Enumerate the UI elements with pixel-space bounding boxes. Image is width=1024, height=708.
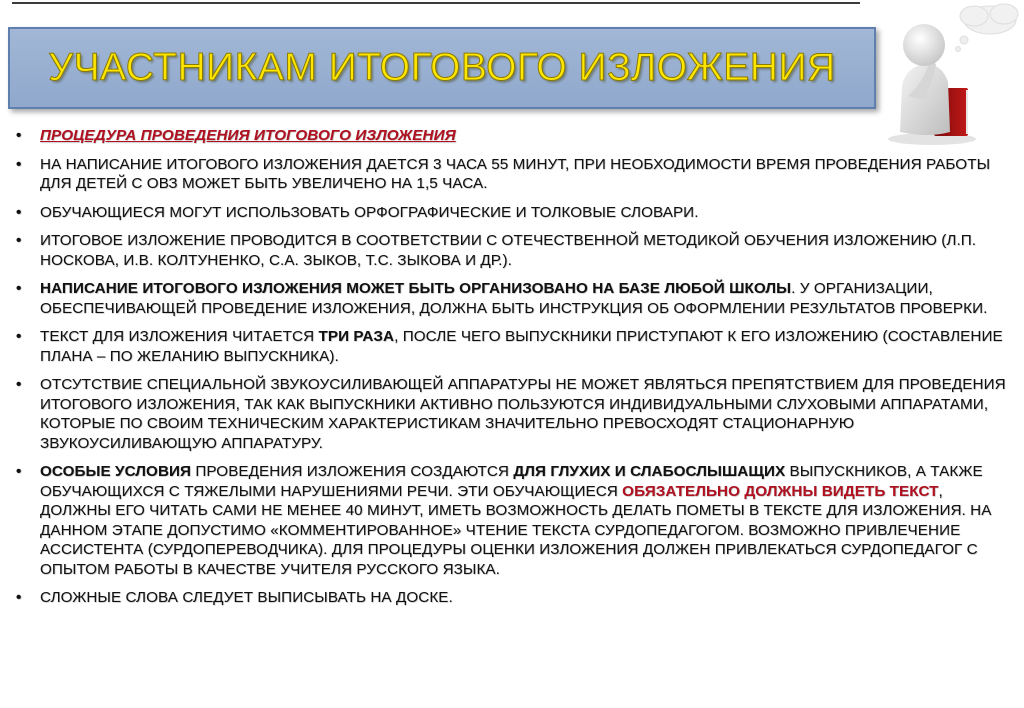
list-item <box>14 203 1016 223</box>
item-text-bold: ОСОБЫЕ УСЛОВИЯ <box>40 463 192 480</box>
list-item <box>14 155 1016 194</box>
thought-cloud-icon <box>956 4 1019 52</box>
item-text: ТЕКСТ ДЛЯ ИЗЛОЖЕНИЯ ЧИТАЕТСЯ <box>40 328 319 345</box>
item-text-bold: ДЛЯ ГЛУХИХ И СЛАБОСЛЫШАЩИХ <box>513 463 786 480</box>
list-item <box>14 375 1016 453</box>
item-text: ОТСУТСТВИЕ СПЕЦИАЛЬНОЙ ЗВУКОУСИЛИВАЮЩЕЙ АППАРАТУРЫ НЕ МОЖЕТ ЯВЛЯТЬСЯ ПРЕПЯТСТВИЕМ ДЛЯ ПРОВЕДЕНИЯ ИТОГОВОГО ИЗЛОЖЕНИЯ, ТАК КАК ВЫПУСКНИКИ АКТИВНО ПОЛЬЗУЮТСЯ ИНДИВИДУАЛЬНЫМИ СЛУХОВЫМИ АППАРАТАМИ, КОТОРЫЕ ПО СВОИМ ТЕХНИЧЕСКИМ ХАРАКТЕРИСТИКАМ ЗНАЧИТЕЛЬНО ПРЕВОСХОДЯТ СТАЦИОНАРНУЮ ЗВУКОУСИЛИВАЮЩУЮ АППАРАТУРУ. <box>40 376 1006 452</box>
item-text: ИТОГОВОЕ ИЗЛОЖЕНИЕ ПРОВОДИТСЯ В СООТВЕТСТВИИ С ОТЕЧЕСТВЕННОЙ МЕТОДИКОЙ ОБУЧЕНИЯ ИЗЛОЖЕНИЮ (Л.П. НОСКОВА, И.В. КОЛТУНЕНКО, С.А. ЗЫКОВ, Т.С. ЗЫКОВА И ДР.). <box>40 232 977 269</box>
item-text-bold: ТРИ РАЗА <box>318 328 395 345</box>
item-text: ОБУЧАЮЩИЕСЯ МОГУТ ИСПОЛЬЗОВАТЬ ОРФОГРАФИЧЕСКИЕ И ТОЛКОВЫЕ СЛОВАРИ. <box>40 203 699 221</box>
bullet: • <box>16 203 22 221</box>
page-title: УЧАСТНИКАМ ИТОГОВОГО ИЗЛОЖЕНИЯ <box>48 46 836 89</box>
bullet: • <box>16 232 22 249</box>
list-item <box>14 279 1016 318</box>
bullet: • <box>16 328 22 345</box>
bullet: • <box>16 127 22 144</box>
bullet: • <box>16 155 22 173</box>
item-text: , ДОЛЖНЫ ЕГО ЧИТАТЬ САМИ НЕ МЕНЕЕ 40 МИНУТ, ИМЕТЬ ВОЗМОЖНОСТЬ ДЕЛАТЬ ПОМЕТЫ В ТЕКСТЕ ДЛЯ ИЗЛОЖЕНИЯ. НА ДАННОМ ЭТАПЕ ДОПУСТИМО «КОММЕНТИРОВАННОЕ» ЧТЕНИЕ ТЕКСТА СУРДОПЕДАГОГОМ. ВОЗМОЖНО ПРИВЛЕЧЕНИЕ АССИСТЕНТА (СУРДОПЕРЕВОДЧИКА). ДЛЯ ПРОЦЕДУРЫ ОЦЕНКИ ИЗЛОЖЕНИЯ ДОЛЖЕН ПРИВЛЕКАТЬСЯ СУРДОПЕДАГОГ С ОПЫТОМ РАБОТЫ В КАЧЕСТВЕ УЧИТЕЛЯ РУССКОГО ЯЗЫКА. <box>40 482 992 578</box>
list-item <box>14 462 1016 579</box>
item-text-red: ОБЯЗАТЕЛЬНО ДОЛЖНЫ ВИДЕТЬ ТЕКСТ <box>622 482 939 500</box>
item-text: . У ОРГАНИЗАЦИИ, ОБЕСПЕЧИВАЮЩЕЙ ПРОВЕДЕНИЕ ИЗЛОЖЕНИЯ, ДОЛЖНА БЫТЬ ИНСТРУКЦИЯ ОБ ОФОРМЛЕНИИ РЕЗУЛЬТАТОВ ПРОВЕРКИ. <box>40 280 988 317</box>
item-text: ВЫПУСКНИКОВ, А ТАКЖЕ ОБУЧАЮЩИХСЯ С ТЯЖЕЛЫМИ НАРУШЕНИЯМИ РЕЧИ. ЭТИ ОБУЧАЮЩИЕСЯ <box>40 463 983 500</box>
list-item <box>14 126 1016 146</box>
bullet: • <box>16 376 22 393</box>
item-text: , ПОСЛЕ ЧЕГО ВЫПУСКНИКИ ПРИСТУПАЮТ К ЕГО ИЗЛОЖЕНИЮ (СОСТАВЛЕНИЕ ПЛАНА – ПО ЖЕЛАНИЮ ВЫПУСКНИКА). <box>40 328 1003 365</box>
section-heading: ПРОЦЕДУРА ПРОВЕДЕНИЯ ИТОГОВОГО ИЗЛОЖЕНИЯ <box>40 127 456 144</box>
item-text: ПРОВЕДЕНИЯ ИЗЛОЖЕНИЯ СОЗДАЮТСЯ <box>191 463 514 480</box>
title-banner <box>8 27 876 109</box>
item-text: СЛОЖНЫЕ СЛОВА СЛЕДУЕТ ВЫПИСЫВАТЬ НА ДОСКЕ. <box>40 589 453 606</box>
content-list <box>14 126 1016 608</box>
list-item <box>14 588 1016 608</box>
list-item <box>14 231 1016 270</box>
bullet: • <box>16 463 22 480</box>
top-rule <box>12 2 860 4</box>
list-item <box>14 327 1016 366</box>
bullet: • <box>16 280 22 297</box>
item-text: НА НАПИСАНИЕ ИТОГОВОГО ИЗЛОЖЕНИЯ ДАЕТСЯ 3 ЧАСА 55 МИНУТ, ПРИ НЕОБХОДИМОСТИ ВРЕМЯ ПРОВЕДЕНИЯ РАБОТЫ ДЛЯ ДЕТЕЙ С ОВЗ МОЖЕТ БЫТЬ УВЕЛИЧЕНО НА 1,5 ЧАСА. <box>40 155 991 192</box>
bullet: • <box>16 589 22 606</box>
item-text-bold: НАПИСАНИЕ ИТОГОВОГО ИЗЛОЖЕНИЯ МОЖЕТ БЫТЬ ОРГАНИЗОВАНО НА БАЗЕ ЛЮБОЙ ШКОЛЫ <box>40 280 792 297</box>
